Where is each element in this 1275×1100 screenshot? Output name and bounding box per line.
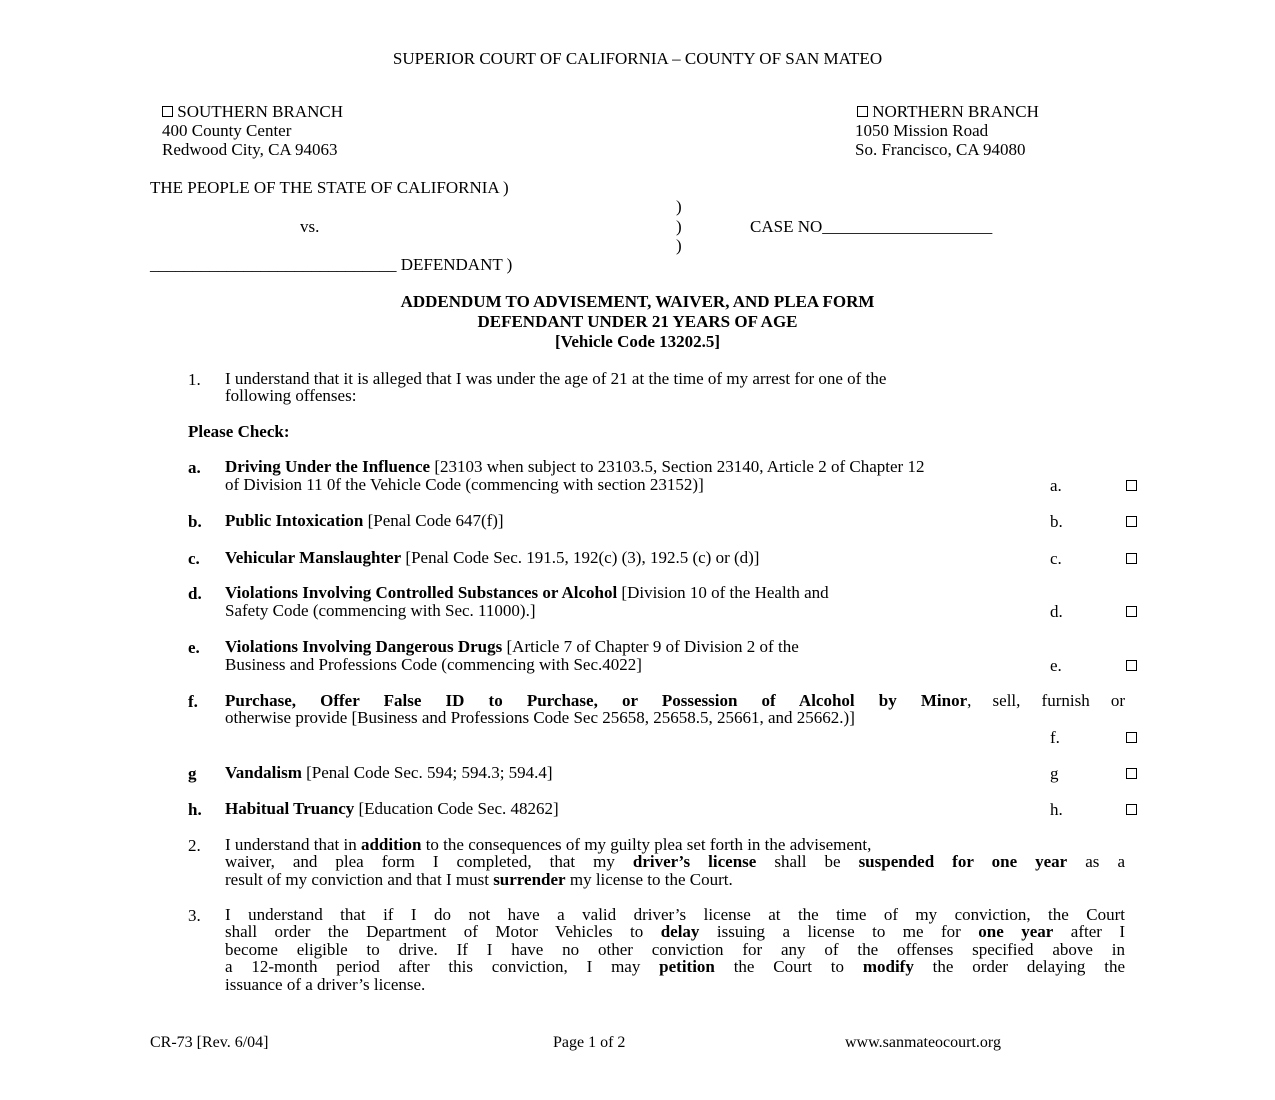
offense-e-checkbox[interactable] [1126, 656, 1137, 675]
offense-h-checkbox[interactable] [1126, 800, 1137, 819]
item1-line1: I understand that it is alleged that I was under the age of 21 at the time of my arrest for one of the [225, 369, 887, 388]
caption-people: THE PEOPLE OF THE STATE OF CALIFORNIA ) [150, 178, 509, 197]
offense-f-label: f. [188, 692, 198, 711]
footer-form-number: CR-73 [Rev. 6/04] [150, 1034, 269, 1051]
item3-bold-one-year: one year [978, 922, 1054, 941]
offense-d-desc: [Division 10 of the Health and [617, 583, 829, 602]
southern-branch-name: SOUTHERN BRANCH [177, 102, 344, 121]
item2-text-1: I understand that in [225, 835, 361, 854]
item2-number: 2. [188, 836, 201, 855]
offense-b-checkbox[interactable] [1126, 512, 1137, 531]
item2-bold-surrender: surrender [493, 870, 566, 889]
form-title-line3: [Vehicle Code 13202.5] [554, 332, 721, 351]
offense-e-text [225, 638, 799, 656]
offense-a-title: Driving Under the Influence [225, 457, 431, 476]
item2-text-3: waiver, and plea form I completed, that my [225, 852, 633, 871]
offense-b-code: b. [1050, 512, 1063, 531]
offense-g-code: g [1050, 764, 1059, 783]
offense-a-text [225, 458, 924, 476]
offense-f-title: Purchase, Offer False ID to Purchase, or Possession of Alcohol by Minor [225, 691, 968, 710]
offense-c-title: Vehicular Manslaughter [225, 548, 402, 567]
offense-h-label: h. [188, 800, 202, 819]
offense-d-code: d. [1050, 602, 1063, 621]
case-number-field[interactable]: CASE NO____________________ [750, 217, 993, 236]
item2-text-5: as a [1067, 852, 1125, 871]
item3-line5: issuance of a driver’s license. [225, 975, 426, 994]
item3-bold-petition: petition [659, 957, 715, 976]
offense-d-desc-line2: Safety Code (commencing with Sec. 11000).] [225, 601, 536, 620]
offense-g-checkbox[interactable] [1126, 764, 1137, 783]
offense-g-text [225, 764, 553, 782]
offense-c-label: c. [188, 549, 200, 568]
offense-h-text [225, 800, 559, 818]
offense-e-desc: [Article 7 of Chapter 9 of Division 2 of the [502, 637, 799, 656]
offense-h-desc: [Education Code Sec. 48262] [354, 799, 559, 818]
item2-line3 [225, 871, 1125, 889]
item3-text-4e: the order delaying the [913, 957, 1125, 976]
offense-f-checkbox[interactable] [1126, 728, 1137, 747]
offense-f-code: f. [1050, 728, 1060, 747]
offense-g-label: g [188, 764, 197, 783]
item3-bold-modify: modify [862, 957, 914, 976]
offense-h-code: h. [1050, 800, 1063, 819]
item3-line2 [225, 923, 1125, 941]
offense-a-desc: [23103 when subject to 23103.5, Section 23140, Article 2 of Chapter 12 [430, 457, 925, 476]
item3-text-2c: issuing a license to me for [699, 922, 979, 941]
item2-bold-license: driver’s license [632, 852, 757, 871]
item1-line2: following offenses: [225, 386, 357, 405]
offense-a-label: a. [188, 458, 201, 477]
offense-h-title: Habitual Truancy [225, 799, 355, 818]
court-title: SUPERIOR COURT OF CALIFORNIA – COUNTY OF SAN MATEO [392, 49, 883, 68]
form-title-line1: ADDENDUM TO ADVISEMENT, WAIVER, AND PLEA FORM [400, 292, 875, 311]
item1-number: 1. [188, 370, 201, 389]
northern-branch-name: NORTHERN BRANCH [872, 102, 1039, 121]
item2-text-4: shall be [756, 852, 859, 871]
item3-text-4a: a 12-month period after this conviction, I may [225, 957, 660, 976]
item2-line1 [225, 836, 1125, 854]
item2-text-7: my license to the Court. [565, 870, 733, 889]
offense-g-title: Vandalism [225, 763, 302, 782]
offense-a-desc-line2: of Division 11 0f the Vehicle Code (commencing with section 23152)] [225, 475, 704, 494]
offense-c-text [225, 549, 759, 567]
northern-address2: So. Francisco, CA 94080 [855, 140, 1026, 159]
caption-paren-3: ) [676, 236, 682, 255]
offense-c-desc: [Penal Code Sec. 191.5, 192(c) (3), 192.5 (c) or (d)] [401, 548, 760, 567]
offense-e-title: Violations Involving Dangerous Drugs [225, 637, 503, 656]
offense-d-title: Violations Involving Controlled Substances or Alcohol [225, 583, 618, 602]
offense-a-code: a. [1050, 476, 1062, 495]
item3-text-4c: the Court to [714, 957, 863, 976]
footer-website-link[interactable]: www.sanmateocourt.org [845, 1034, 1001, 1051]
please-check-heading: Please Check: [188, 422, 290, 441]
offense-d-label: d. [188, 584, 202, 603]
item3-line4 [225, 958, 1125, 976]
caption-paren-2: ) [676, 217, 682, 236]
footer-page-number: Page 1 of 2 [553, 1034, 626, 1051]
southern-branch [162, 102, 343, 121]
offense-c-code: c. [1050, 549, 1062, 568]
caption-vs: vs. [300, 217, 320, 236]
offense-d-text [225, 584, 829, 602]
item2-bold-addition: addition [360, 835, 422, 854]
item3-line3: become eligible to drive. If I have no other conviction for any of the offenses specified above in [225, 940, 1125, 959]
item3-text-2e: after I [1053, 922, 1126, 941]
offense-d-checkbox[interactable] [1126, 602, 1137, 621]
offense-b-desc: [Penal Code 647(f)] [363, 511, 504, 530]
item2-text-6: result of my conviction and that I must [225, 870, 494, 889]
offense-c-checkbox[interactable] [1126, 549, 1137, 568]
offense-b-label: b. [188, 512, 202, 531]
southern-address2: Redwood City, CA 94063 [162, 140, 338, 159]
southern-address1: 400 County Center [162, 121, 292, 140]
item3-text-2a: shall order the Department of Motor Vehicles to [225, 922, 661, 941]
northern-branch-checkbox[interactable] [857, 106, 868, 117]
offense-f-desc-line2: otherwise provide [Business and Professions Code Sec 25658, 25658.5, 25661, and 25662.)] [225, 708, 855, 727]
item3-line1: I understand that if I do not have a valid driver’s license at the time of my conviction, the Court [225, 905, 1125, 924]
offense-g-desc: [Penal Code Sec. 594; 594.3; 594.4] [301, 763, 553, 782]
item3-bold-delay: delay [660, 922, 700, 941]
offense-e-desc-line2: Business and Professions Code (commencing with Sec.4022] [225, 655, 642, 674]
offense-b-title: Public Intoxication [225, 511, 364, 530]
offense-f-desc: , sell, furnish or [967, 691, 1125, 710]
item2-text-2: to the consequences of my guilty plea set forth in the advisement, [421, 835, 872, 854]
offense-e-label: e. [188, 638, 200, 657]
defendant-field[interactable]: _____________________________ DEFENDANT ) [150, 255, 513, 274]
item3-number: 3. [188, 906, 201, 925]
form-title-line2: DEFENDANT UNDER 21 YEARS OF AGE [477, 312, 798, 331]
caption-paren-1: ) [676, 197, 682, 216]
southern-branch-checkbox[interactable] [162, 106, 173, 117]
northern-address1: 1050 Mission Road [855, 121, 989, 140]
offense-e-code: e. [1050, 656, 1062, 675]
offense-b-text [225, 512, 504, 530]
northern-branch [857, 102, 1039, 121]
offense-a-checkbox[interactable] [1126, 476, 1137, 495]
item2-bold-suspended: suspended for one year [858, 852, 1068, 871]
item2-line2 [225, 853, 1125, 871]
